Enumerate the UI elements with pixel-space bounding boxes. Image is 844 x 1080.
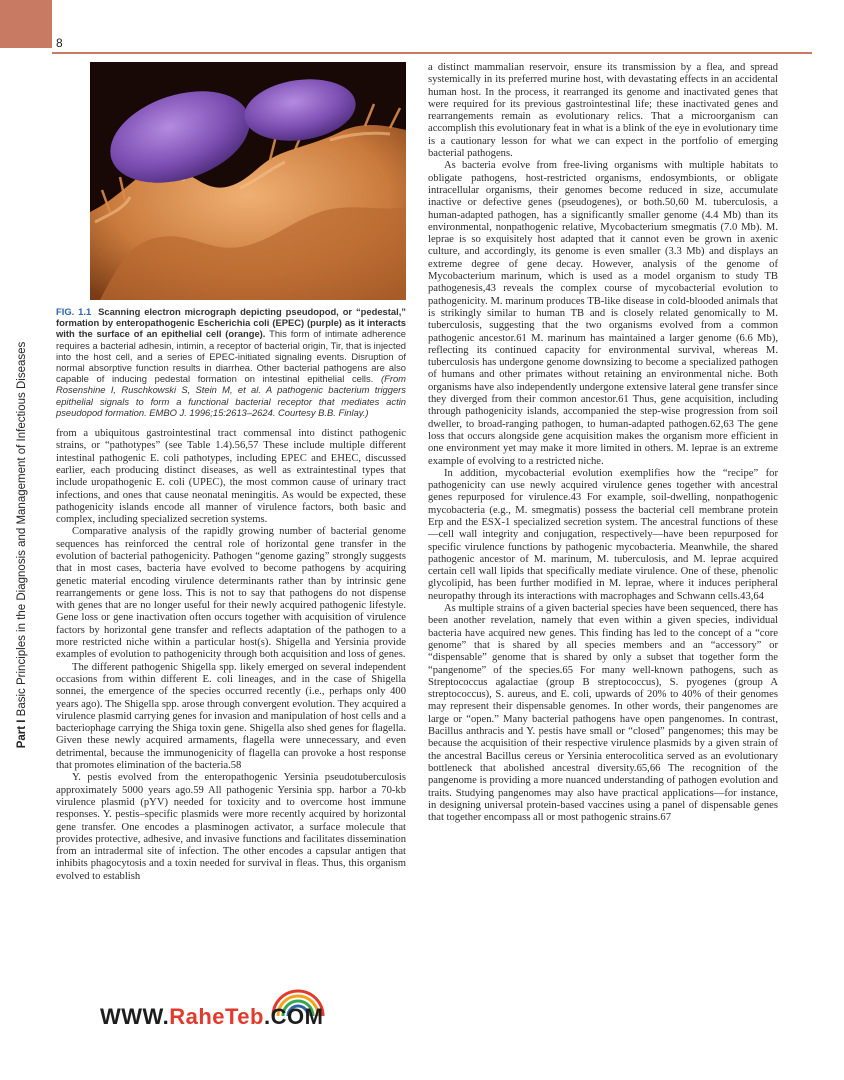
left-paragraph-3: The different pathogenic Shigella spp. likely emerged on several independent occasions from within different E. coli lineages, and in the case of Shigella sonnei, the emergence of the species occurred recently (i.e., perhaps only 400 years ago). The Shigella spp. arose through convergent evolution. They acquired a virulence plasmid carrying genes for invasion and manipulation of host cells and a bacteriophage carrying the Shiga toxin gene. Shigella also shed genes for flagella. Given these newly acquired armaments, flagella were unnecessary, and even detrimental, because the immunogenicity of flagella can provoke a host response that promotes elimination of the bacteria.58 xyxy=(56,661,406,772)
left-paragraph-2: Comparative analysis of the rapidly growing number of bacterial genome sequences has reinforced the central role of horizontal gene transfer in the evolution of bacterial pathogenicity. Pathogen “genome gazing” strongly suggests that in most cases, bacteria have evolved to become pathogens by acquiring genetic material encoding virulence determinants rather than by intrinsic gene rearrangements or gene loss. This is not to say that pathogens do not dispense with genes that are no longer useful for their newly acquired pathogenic lifestyle. Gene loss or gene inactivation often occurs together with acquisition of virulence factors by horizontal gene transfer and reflects adaptation of the pathogen to a more restricted niche within a particular host(s). Shigella and Yersinia provide examples of evolution to pathogenicity through both acquisition and loss of genes. xyxy=(56,526,406,661)
page-number: 8 xyxy=(56,36,63,50)
right-paragraph-1: a distinct mammalian reservoir, ensure its transmission by a flea, and spread systemically in its preferred murine host, with devastating effects in an accidental human host. In the process, it rearranged its genome and inactivated genes that were required for its previous gastrointestinal life; these inactivated genes and rearrangements remain as evolutionary relics. That a microorganism can accomplish this evolutionary feat in what is a blink of the eye in evolutionary time is a cautionary lesson for what we can expect in the portfolio of emerging bacterial pathogens. xyxy=(428,62,778,160)
micrograph-image xyxy=(90,62,406,300)
figure-micrograph xyxy=(90,62,406,300)
figure-caption-source: (From Rosenshine I, Ruschkowski S, Stein M, et al. A pathogenic bacterium triggers epithelial signals to form a functional bacterial receptor that mediates actin pseudopod formation. EMBO J. 1996;15:2613–2624. Courtesy B.B. Finlay.) xyxy=(56,373,406,418)
chapter-corner-tab xyxy=(0,0,52,48)
figure-label: FIG. 1.1 xyxy=(56,306,92,317)
watermark-text xyxy=(100,1004,323,1030)
running-head-part: Part I xyxy=(16,719,28,749)
right-paragraph-2: As bacteria evolve from free-living organisms with multiple habitats to obligate pathogens, host-restricted organisms, endosymbionts, or obligate intracellular organisms, their genomes become reduced in size, accumulate inactive or defective genes (pseudogenes), or both.50,60 M. tuberculosis, a human-adapted pathogen, has a significantly smaller genome (4.4 Mb) than its environmental, nonpathogenic relative, Mycobacterium smegmatis (7.0 Mb). M. leprae is so exquisitely host adapted that it cannot even be grown in axenic culture, and accordingly, its genome is even smaller (3.3 Mb) and displays an extreme degree of gene decay. However, analysis of the genome of Mycobacterium marinum, which is used as a model organism to study TB pathogenesis,43 reveals the complex course of mycobacterial evolution to pathogenicity. M. marinum produces TB-like disease in cold-blooded animals that is strikingly similar to human TB and is closely related genomically to M. tuberculosis, suggesting that the two organisms evolved from a common pathogenic ancestor.61 M. marinum has maintained a larger genome (6.6 Mb), reflecting its continued capacity for environmental survival, whereas M. tuberculosis has undergone genome downsizing to become a specialized pathogen of humans and other primates without retaining an environmental niche. Both organisms have also independently undergone extensive lateral gene transfer since they diverged from their common ancestor.61 Thus, gene acquisition, including through pathogenicity islands, accompanied the step-wise progression from soil dweller, to broad-ranging pathogen, to human-adapted pathogen.62,63 The gene loss that occurs alongside gene acquisition makes the organism more efficient in one environment yet may make it more limited in others. M. leprae is an extreme example of evolving to a restricted niche. xyxy=(428,160,778,467)
figure-caption-body: This form of intimate adherence requires a bacterial adhesin, intimin, a receptor of bacterial origin, Tir, that is injected into the host cell, and a series of EPEC-initiated signaling events. Disruption of normal absorptive function results in diarrhea. Other bacterial pathogens are also capable of inducing pedestal formation on intestinal epithelial cells. xyxy=(56,328,406,385)
right-paragraph-4: As multiple strains of a given bacterial species have been sequenced, there has been another revelation, namely that even within a given species, individual bacteria have acquired new genes. This finding has led to the concept of a “core genome” that is shared by all species members and an “accessory” or “dispensable” genome that is shared by only a subset that together form the “pangenome” of the species.65 For many well-known pathogens, such as Streptococcus agalactiae (group B streptococcus), S. pyogenes (group A streptococcus), S. aureus, and E. coli, upwards of 20% to 40% of their genomes may represent their dispensable genomes. In other words, their pangenomes are large or “open.” Many bacterial pathogens have open pangenomes. In contrast, Bacillus anthracis and Y. pestis have small or “closed” pangenomes; this may be because the acquisition of their respective virulence plasmids by a given strain of the ancestral Bacillus cereus or Yersinia enterocolitica served as an evolutionary bottleneck that abolished ancestral diversity.65,66 The recognition of the pangenome is providing a more nuanced understanding of pathogen evolution and traits. Studying pangenomes may also have practical applications—for instance, in designing universal protein-based vaccines using a panel of dispensable genes that together encompass all or most pathogenic strains.67 xyxy=(428,603,778,824)
left-column xyxy=(56,62,406,883)
watermark-suffix: .COM xyxy=(263,1004,324,1029)
watermark xyxy=(100,1004,400,1044)
left-paragraph-4: Y. pestis evolved from the enteropathogenic Yersinia pseudotuberculosis approximately 5000 years ago.59 All pathogenic Yersinia spp. harbor a 70-kb virulence plasmid (pYV) needed for toxicity and to overcome host immune responses. Y. pestis–specific plasmids were more recently acquired by horizontal gene transfer. One encodes a plasminogen activator, a surface molecule that provides protective, adhesive, and invasive functions and facilitates dissemination from an intradermal site of infection. The other encodes a capsular antigen that inhibits phagocytosis and a toxin needed for survival in fleas. Thus, this organism evolved to establish xyxy=(56,772,406,882)
watermark-accent: RaheTeb xyxy=(169,1004,264,1029)
figure-caption xyxy=(56,306,406,418)
running-head xyxy=(16,305,32,785)
header-rule xyxy=(52,52,812,54)
right-paragraph-3: In addition, mycobacterial evolution exemplifies how the “recipe” for pathogenicity can use newly acquired virulence genes together with ancestral genes repurposed for virulence.43 For example, soil-dwelling, nonpathogenic mycobacteria (e.g., M. smegmatis) possess the bacterial cell membrane protein Erp and the ESX-1 specialized secretion system. The ancestral functions of these—cell wall integrity and conjugation, respectively—have been repurposed for specific virulence functions by pathogenic mycobacteria. Meanwhile, the shared pathogenic ancestor of M. marinum, M. tuberculosis, and M. leprae acquired certain cell wall lipids that specifically mediate virulence. One of these, phenolic glycolipid, has been further modified in M. leprae, where it induces peripheral neuropathy through its interactions with macrophages and Schwann cells.43,64 xyxy=(428,467,778,602)
left-paragraph-1: from a ubiquitous gastrointestinal tract commensal into distinct pathogenic strains, or “pathotypes” (see Table 1.4).56,57 These include multiple different intestinal pathogenic E. coli pathotypes, including EPEC and EHEC, discussed earlier, each producing distinct diseases, as well as extraintestinal types that include uropathogenic E. coli (UPEC), the most common cause of urinary tract infections, and ones that cause neonatal meningitis. As would be expected, these pathogenicity islands encode all manner of virulence factors, both basic and complex, including specialized secretion systems. xyxy=(56,428,406,526)
running-head-title: Basic Principles in the Diagnosis and Management of Infectious Diseases xyxy=(16,341,28,717)
figure-caption-lead: Scanning electron micrograph depicting pseudopod, or “pedestal,” formation by enteropathogenic Escherichia coli (EPEC) (purple) as it interacts with the surface of an epithelial cell (orange). xyxy=(56,306,406,340)
right-column xyxy=(428,62,778,824)
watermark-prefix: WWW. xyxy=(100,1004,170,1029)
